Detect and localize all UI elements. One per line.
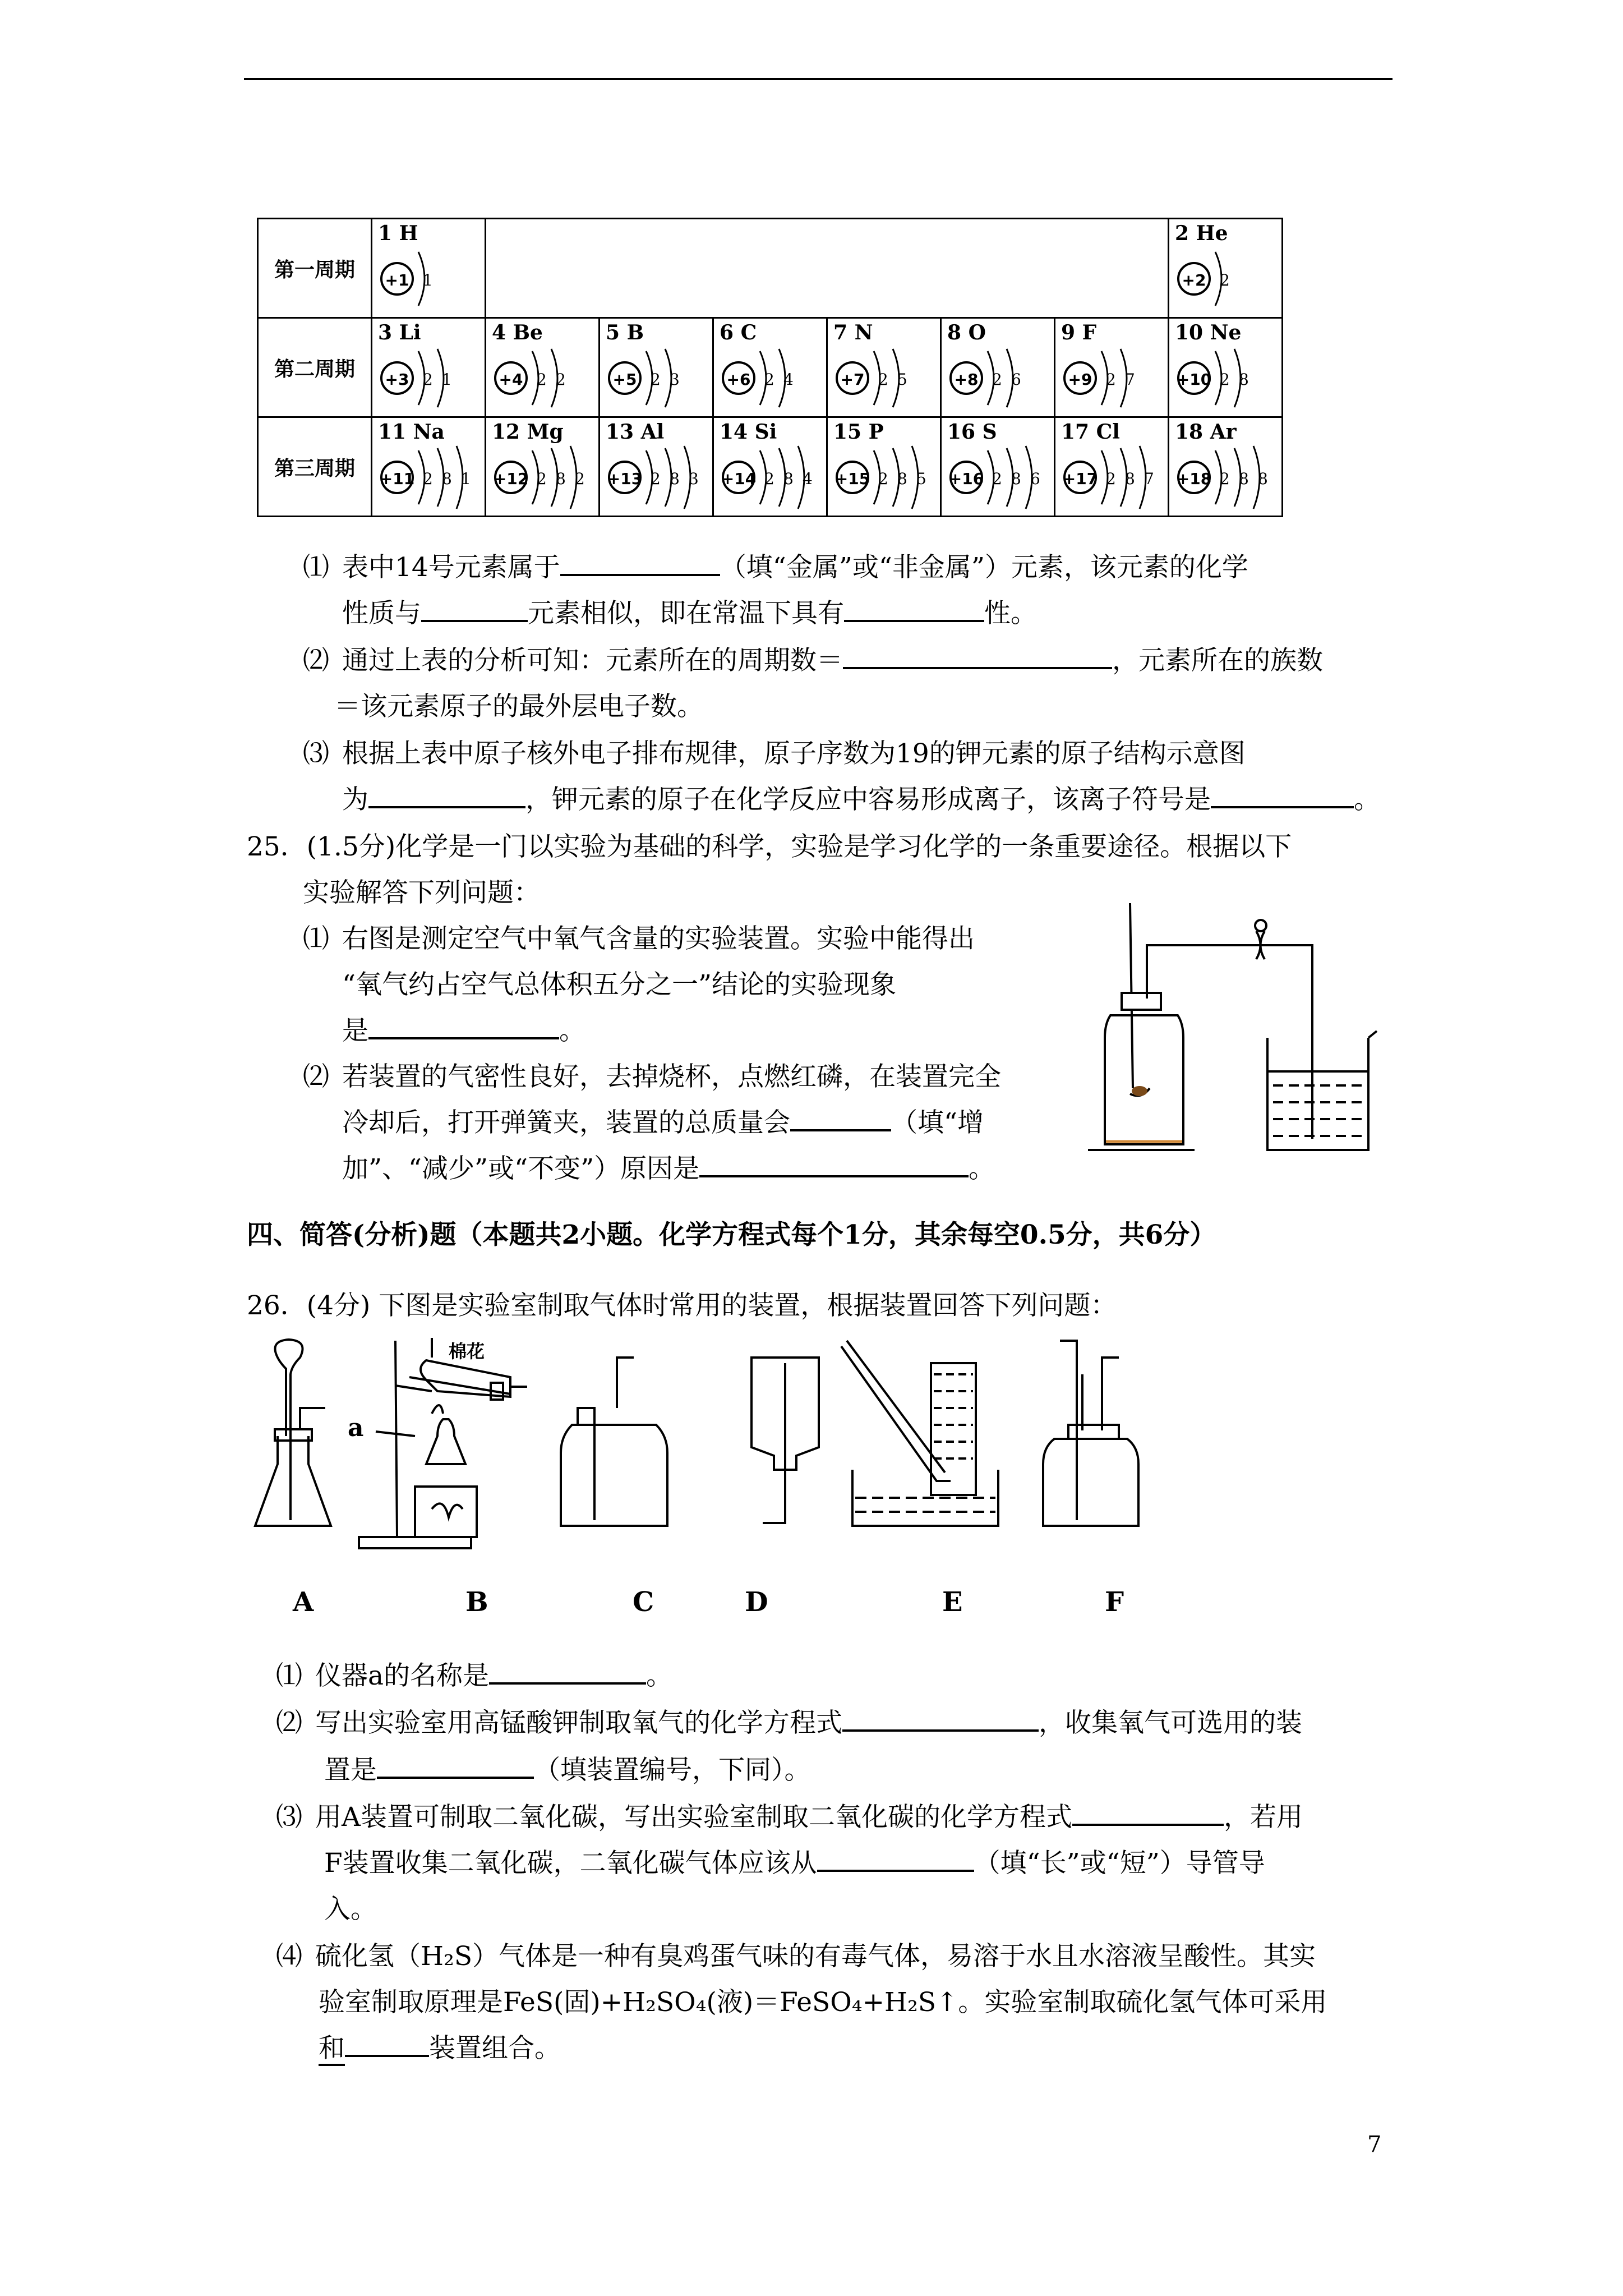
element-label: 7 N [833,321,873,344]
element-label: 16 S [947,420,997,444]
atom-structure-diagram [946,445,1053,511]
electron-count: 5 [916,470,926,488]
element-label: 6 C [720,321,757,344]
electron-count: 8 [1258,470,1268,488]
element-cell [941,417,1055,517]
answer-blank[interactable] [817,1846,974,1872]
electron-count: 2 [556,370,566,389]
answer-blank[interactable] [699,1152,969,1177]
electron-count: 6 [1011,370,1021,389]
element-cell [1169,219,1283,318]
empty-cell [600,219,713,318]
answer-blank[interactable] [844,596,984,622]
period-label: 第二周期 [258,318,372,417]
element-cell [1169,318,1283,417]
oxygen-content-apparatus-figure [1088,903,1391,1161]
element-cell [827,417,941,517]
electron-count: 8 [442,470,452,488]
q25-part1-line1: ⑴ 右图是测定空气中氧气含量的实验装置。实验中能得出 [303,923,975,954]
electron-count: 2 [1106,470,1116,488]
q24-part3-line2: 为 ，钾元素的原子在化学反应中容易形成离子，该离子符号是 。 [342,782,1380,818]
cotton-label: 棉花 [449,1341,485,1362]
q26-part1: ⑴ 仪器a的名称是 。 [276,1658,672,1694]
nucleus-charge: +13 [607,470,643,488]
element-label: 13 Al [606,420,665,444]
answer-blank[interactable] [489,1659,646,1685]
element-cell [600,318,713,417]
atom-structure-diagram [1060,346,1166,412]
answer-blank[interactable] [377,1753,534,1779]
element-label: 18 Ar [1175,420,1237,444]
empty-cell [941,219,1055,318]
element-label: 5 B [606,321,644,344]
element-label: 9 F [1061,321,1097,344]
element-label: 8 O [947,321,986,344]
atom-structure-diagram [832,346,939,412]
nucleus-charge: +9 [1068,370,1092,389]
nucleus-charge: +1 [385,271,409,289]
atom-structure-diagram [605,346,711,412]
electron-count: 7 [1125,370,1135,389]
electron-count: 8 [556,470,566,488]
atom-structure-diagram [377,346,483,412]
answer-blank[interactable] [1072,1800,1224,1826]
q26-part3-line3: 入。 [324,1894,377,1925]
element-label: 14 Si [720,420,777,444]
electron-count: 2 [764,370,774,389]
period-label: 第三周期 [258,417,372,517]
answer-blank[interactable] [842,1706,1039,1732]
answer-blank[interactable] [1211,783,1354,808]
atom-structure-diagram [377,246,483,312]
nucleus-charge: +5 [612,370,637,389]
answer-blank[interactable] [345,2031,429,2057]
electron-count: 1 [423,271,433,289]
electron-count: 1 [442,370,452,389]
electron-count: 2 [1220,271,1230,289]
electron-count: 2 [1220,470,1230,488]
electron-count: 1 [461,470,471,488]
electron-count: 7 [1144,470,1154,488]
answer-blank[interactable] [368,783,525,808]
electron-count: 3 [689,470,699,488]
atom-structure-diagram [1060,445,1166,511]
q26-head: 26．(4分) 下图是实验室制取气体时常用的装置，根据装置回答下列问题： [247,1290,1117,1321]
electron-count: 8 [897,470,907,488]
answer-blank[interactable] [368,1014,559,1039]
empty-cell [1055,219,1169,318]
nucleus-charge: +11 [379,470,415,488]
period-label: 第一周期 [258,219,372,318]
element-label: 10 Ne [1175,321,1242,344]
element-label: 12 Mg [492,420,564,444]
electron-count: 8 [670,470,680,488]
q26-part2-line2: 置是 （填装置编号，下同）。 [324,1752,811,1788]
atom-structure-diagram [1174,445,1280,511]
q25-part2-line1: ⑵ 若装置的气密性良好，去掉烧杯，点燃红磷，在装置完全 [303,1061,1001,1092]
q26-part3-line1: ⑶ 用A装置可制取二氧化碳，写出实验室制取二氧化碳的化学方程式 ，若用 [276,1800,1303,1835]
q26-part2-line1: ⑵ 写出实验室用高锰酸钾制取氧气的化学方程式 ，收集氧气可选用的装 [276,1705,1302,1741]
nucleus-charge: +4 [499,370,523,389]
atom-structure-diagram [718,445,825,511]
figure-label-c: C [633,1586,654,1618]
q24-part1-line1: ⑴ 表中14号元素属于 （填“金属”或“非金属”）元素，该元素的化学 [303,550,1248,586]
electron-count: 6 [1030,470,1040,488]
nucleus-charge: +3 [385,370,409,389]
q26-part4-line3: 和 装置组合。 [319,2031,561,2067]
instrument-a-label: a [348,1414,364,1442]
electron-count: 8 [1125,470,1135,488]
element-label: 15 P [833,420,884,444]
element-cell [1055,318,1169,417]
answer-blank[interactable] [421,596,528,622]
nucleus-charge: +12 [493,470,529,488]
element-label: 2 He [1175,222,1228,245]
answer-blank[interactable] [560,550,720,576]
electron-count: 8 [1239,370,1249,389]
element-label: 4 Be [492,321,543,344]
header-rule [244,78,1393,80]
nucleus-charge: +7 [840,370,865,389]
nucleus-charge: +16 [948,470,984,488]
atom-structure-diagram [491,445,597,511]
electron-count: 3 [670,370,680,389]
gas-apparatus-figure [247,1335,1172,1627]
nucleus-charge: +10 [1176,370,1212,389]
element-label: 1 H [378,222,418,245]
q24-part2-line2: ＝该元素原子的最外层电子数。 [334,691,703,722]
q25-part1-line3: 是 。 [342,1013,585,1049]
atom-structure-diagram [377,445,483,511]
element-label: 3 Li [378,321,421,344]
nucleus-charge: +2 [1182,271,1206,289]
electron-count: 8 [1239,470,1249,488]
answer-blank[interactable] [790,1106,891,1131]
electron-count: 8 [783,470,794,488]
electron-count: 2 [1220,370,1230,389]
element-cell [1055,417,1169,517]
element-cell [486,318,600,417]
element-cell [486,417,600,517]
electron-count: 2 [651,370,661,389]
element-cell [600,417,713,517]
nucleus-charge: +18 [1176,470,1212,488]
electron-count: 2 [423,370,433,389]
atom-structure-diagram [605,445,711,511]
q26-part3-line2: F装置收集二氧化碳，二氧化碳气体应该从 （填“长”或“短”）导管导 [324,1846,1265,1881]
page-number: 7 [1367,2132,1382,2157]
element-label: 11 Na [378,420,445,444]
electron-count: 2 [764,470,774,488]
empty-cell [486,219,600,318]
figure-label-a: A [293,1586,314,1618]
electron-count: 4 [783,370,794,389]
element-cell [372,219,486,318]
figure-label-b: B [465,1586,488,1618]
element-cell [713,318,827,417]
q25-part1-line2: “氧气约占空气总体积五分之一”结论的实验现象 [342,969,897,1000]
electron-count: 2 [575,470,585,488]
electron-count: 2 [423,470,433,488]
figure-label-d: D [745,1586,768,1618]
nucleus-charge: +15 [834,470,870,488]
q24-part2-line1: ⑵ 通过上表的分析可知：元素所在的周期数＝ ，元素所在的族数 [303,643,1323,679]
figure-label-e: E [942,1586,963,1618]
electron-count: 2 [992,470,1002,488]
electron-count: 4 [803,470,813,488]
element-cell [827,318,941,417]
section-four-title: 四、简答(分析)题（本题共2小题。化学方程式每个1分，其余每空0.5分，共6分） [247,1220,1216,1250]
nucleus-charge: +17 [1062,470,1098,488]
electron-count: 5 [897,370,907,389]
electron-count: 2 [537,370,547,389]
atom-structure-diagram [946,346,1053,412]
atom-structure-diagram [832,445,939,511]
electron-count: 2 [537,470,547,488]
atom-structure-diagram [491,346,597,412]
element-cell [1169,417,1283,517]
q26-part4-line1: ⑷ 硫化氢（H₂S）气体是一种有臭鸡蛋气味的有毒气体，易溶于水且水溶液呈酸性。其实 [276,1941,1316,1972]
electron-count: 2 [651,470,661,488]
electron-count: 8 [1011,470,1021,488]
q24-part1-line2: 性质与 元素相似，即在常温下具有 性。 [342,596,1037,632]
q25-part2-line2: 冷却后，打开弹簧夹，装置的总质量会 （填“增 [342,1105,984,1141]
electron-count: 2 [1106,370,1116,389]
element-cell [713,417,827,517]
element-cell [941,318,1055,417]
q25-head-line1: 25．(1.5分)化学是一门以实验为基础的科学，实验是学习化学的一条重要途径。根据以下 [247,831,1292,862]
periodic-table [257,218,1283,517]
element-label: 17 Cl [1061,420,1120,444]
atom-structure-diagram [718,346,825,412]
nucleus-charge: +8 [954,370,979,389]
electron-count: 2 [878,470,888,488]
empty-cell [713,219,827,318]
empty-cell [827,219,941,318]
electron-count: 2 [878,370,888,389]
electron-count: 2 [992,370,1002,389]
atom-structure-diagram [1174,346,1280,412]
element-cell [372,318,486,417]
answer-blank[interactable] [843,643,1112,669]
atom-structure-diagram [1174,246,1280,312]
q24-part3-line1: ⑶ 根据上表中原子核外电子排布规律，原子序数为19的钾元素的原子结构示意图 [303,738,1246,769]
q26-part4-line2: 验室制取原理是FeS(固)+H₂SO₄(液)＝FeSO₄+H₂S↑。实验室制取硫化氢气体可采用 [319,1987,1327,2018]
element-cell [372,417,486,517]
figure-label-f: F [1105,1586,1124,1618]
nucleus-charge: +14 [721,470,757,488]
q25-head-line2: 实验解答下列问题： [303,877,540,908]
nucleus-charge: +6 [726,370,751,389]
q25-part2-line3: 加”、“减少”或“不变”）原因是 。 [342,1151,995,1187]
